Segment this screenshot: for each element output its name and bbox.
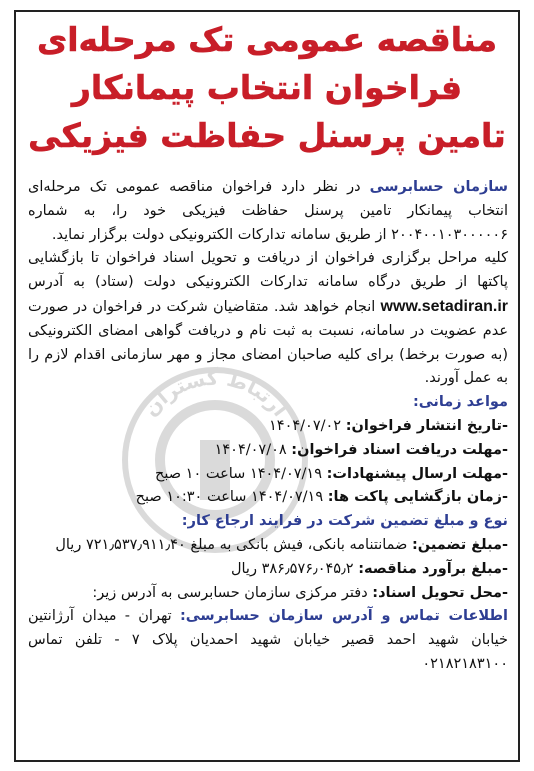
schedule-value: ۱۴۰۴/۰۷/۱۹ ساعت ۱۰ صبح: [155, 465, 327, 482]
watermark-text: ارتباط گستران: [138, 365, 293, 421]
procedure-paragraph: [28, 247, 508, 391]
guarantee-heading: نوع و مبلغ تضمین شرکت در فرایند ارجاع کار:: [181, 513, 508, 530]
intro-text: در نظر دارد فراخوان مناقصه عمومی تک مرحله‌ای انتخاب پیمانکار تامین پرسنل حفاظت فیزیکی خود را، به شماره ۲۰۰۴۰۰۱۰۳۰۰۰۰۰۶ از طریق سامانه تدارکات الکترونیکی دولت برگزار نماید.: [28, 179, 508, 243]
delivery-label: -محل تحویل اسناد:: [372, 584, 508, 601]
guarantee-amount-value: ضمانتنامه بانکی، فیش بانکی به مبلغ ۷۲۱٫۵۳۷٫۹۱۱٫۴۰ ریال: [55, 536, 412, 553]
schedule-item-documents: [28, 439, 508, 463]
schedule-heading: مواعد زمانی:: [412, 394, 508, 411]
schedule-item-publish: [28, 415, 508, 439]
guarantee-amount: [28, 534, 508, 558]
schedule-label: -مهلت دریافت اسناد فراخوان:: [291, 441, 508, 458]
estimate-value: ۳۸۶٫۵۷۶٫۰۴۵٫۲ ریال: [230, 560, 359, 577]
schedule-value: ۱۴۰۴/۰۷/۰۸: [214, 441, 292, 458]
schedule-value: ۱۴۰۴/۰۷/۱۹ ساعت ۱۰:۳۰ صبح: [135, 489, 328, 506]
organization-name: سازمان حسابرسی: [369, 179, 508, 195]
title-line-1: مناقصه عمومی تک مرحله‌ای: [36, 20, 498, 59]
contact-text: تهران - میدان آرژانتین خیابان شهید احمد قصیر خیابان شهید احمدیان پلاک ۷ - تلفن تماس ۰۲۱۸۲۱۸۳۱۰۰: [28, 608, 508, 672]
title-block: [20, 16, 514, 160]
schedule-item-opening: [28, 486, 508, 510]
procedure-text-start: کلیه مراحل برگزاری فراخوان از دریافت و تحویل اسناد فراخوان تا بازگشایی پاکتها از طریق درگاه سامانه تدارکات الکترونیکی دولت (ستاد) به آدرس: [28, 250, 508, 291]
setad-url-link[interactable]: www.setadiran.ir: [380, 297, 508, 315]
procedure-text-end: انجام خواهد شد. متقاضیان شرکت در فراخوان در صورت عدم عضویت در سامانه، نسبت به ثبت نام و دریافت گواهی امضای الکترونیکی (به صورت برخط) برای کلیه صاحبان امضای مجاز و مهر سازمانی اقدام لازم را به عمل آورند.: [28, 298, 508, 387]
title-line-2: فراخوان انتخاب پیمانکار: [71, 68, 463, 107]
contact-paragraph: [28, 605, 508, 676]
delivery-value: دفتر مرکزی سازمان حسابرسی به آدرس زیر:: [92, 584, 373, 601]
schedule-label: -مهلت ارسال پیشنهادات:: [326, 465, 508, 482]
schedule-label: -تاریخ انتشار فراخوان:: [345, 417, 508, 434]
estimate-amount: [28, 558, 508, 582]
schedule-label: -زمان بازگشایی پاکت ها:: [327, 489, 508, 506]
delivery-location: [28, 582, 508, 606]
intro-paragraph: [28, 176, 508, 247]
notice-body: [28, 176, 508, 677]
contact-heading: اطلاعات تماس و آدرس سازمان حسابرسی:: [179, 608, 509, 625]
schedule-value: ۱۴۰۴/۰۷/۰۲: [269, 417, 346, 434]
schedule-item-submission: [28, 463, 508, 487]
title-line-3: تامین پرسنل حفاظت فیزیکی: [28, 116, 506, 155]
guarantee-amount-label: -مبلغ تضمین:: [411, 536, 508, 553]
estimate-label: -مبلغ برآورد مناقصه:: [358, 560, 508, 577]
